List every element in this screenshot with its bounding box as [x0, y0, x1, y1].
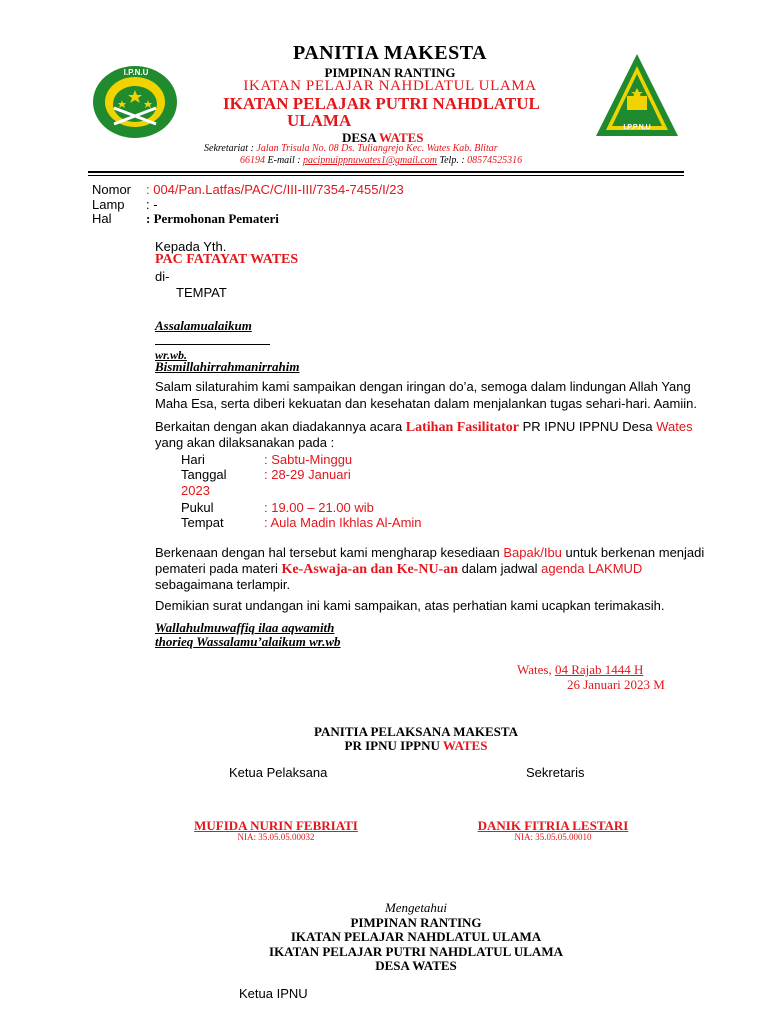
- header-divider-thin: [88, 175, 684, 176]
- header-org-ipnu: IKATAN PELAJAR NAHDLATUL ULAMA: [243, 78, 537, 94]
- paragraph-4: Demikian surat undangan ini kami sampaikan, atas perhatian kami ucapkan terimakasih.: [155, 598, 665, 613]
- schedule-tempat-value: : Aula Madin Ikhlas Al-Amin: [264, 515, 422, 530]
- ketua-pelaksana-label: Ketua Pelaksana: [229, 765, 328, 780]
- date-hijri: Wates, 04 Rajab 1444 H: [517, 662, 644, 677]
- header-contact: 66194 E-mail : pacipnuippnuwates1@gmail.com Telp. : 08574525316: [240, 155, 523, 166]
- header-subtitle: PIMPINAN RANTING: [324, 65, 456, 80]
- ketua-nia: NIA: 35.05.05.00032: [237, 832, 315, 842]
- paragraph-3-line-2: pemateri pada materi Ke-Aswaja-an dan Ke-NU-an dalam jadwal agenda LAKMUD: [155, 561, 643, 577]
- lamp-label: Lamp: [92, 197, 125, 212]
- footer-line-2: IKATAN PELAJAR NAHDLATUL ULAMA: [290, 929, 542, 944]
- hal-label: Hal: [92, 211, 112, 226]
- hal-value: : Permohonan Pemateri: [146, 211, 279, 226]
- agenda-name: agenda LAKMUD: [541, 561, 643, 576]
- ippnu-logo-text: I.P.P.N.U: [623, 124, 651, 131]
- panitia-title: PANITIA PELAKSANA MAKESTA: [314, 724, 518, 739]
- header-divider: [88, 171, 684, 173]
- closing-line-2: thorieq Wassalamu’alaikum wr.wb: [155, 634, 341, 649]
- nomor-label: Nomor: [92, 182, 132, 197]
- footer-line-3: IKATAN PELAJAR PUTRI NAHDLATUL ULAMA: [269, 944, 563, 959]
- greeting-wrwb: wr.wb.: [155, 348, 188, 362]
- header-title: PANITIA MAKESTA: [292, 42, 487, 64]
- header-desa-name: WATES: [378, 130, 424, 145]
- materi-name: Ke-Aswaja-an dan Ke-NU-an: [281, 562, 459, 577]
- sekretaris-nia: NIA: 35.05.05.00010: [514, 832, 592, 842]
- sekretaris-label: Sekretaris: [526, 765, 585, 780]
- header-org-ippnu: IKATAN PELAJAR PUTRI NAHDLATUL: [223, 94, 540, 113]
- recipient-kepada: Kepada Yth.: [155, 239, 227, 254]
- recipient-di: di-: [155, 269, 170, 284]
- paragraph-1-line-2: Maha Esa, serta diberi kekuatan dan kesehatan dalam menjalankan tugas sehari-hari. Aamiin.: [155, 396, 697, 411]
- greeting-salam: Assalamualaikum: [155, 318, 252, 333]
- footer-line-1: PIMPINAN RANTING: [350, 915, 482, 930]
- header-desa: DESA WATES: [342, 130, 424, 145]
- bapak-ibu: Bapak/Ibu: [503, 545, 562, 560]
- ipnu-logo-text: I.P.N.U: [123, 68, 149, 77]
- recipient-tempat: TEMPAT: [176, 285, 227, 300]
- paragraph-2-line-2: yang akan dilaksanakan pada :: [155, 435, 335, 450]
- schedule-tempat-label: Tempat: [181, 515, 224, 530]
- closing-line-1: Wallahulmuwaffiq ilaa aqwamith: [155, 620, 335, 635]
- mengetahui: Mengetahui: [384, 900, 448, 915]
- schedule-hari-value: : Sabtu-Minggu: [264, 452, 353, 467]
- email-link[interactable]: pacipnuippnuwates1@gmail.com: [303, 155, 437, 166]
- ketua-ipnu-label: Ketua IPNU: [239, 986, 308, 1001]
- schedule-hari-label: Hari: [181, 452, 205, 467]
- lamp-value: : -: [146, 197, 158, 212]
- sekretaris-name: DANIK FITRIA LESTARI: [477, 818, 629, 833]
- greeting-rule: [155, 344, 270, 345]
- footer-line-4: DESA WATES: [375, 958, 457, 973]
- date-gregorian: 26 Januari 2023 M: [567, 677, 665, 692]
- ketua-name: MUFIDA NURIN FEBRIATI: [194, 818, 358, 833]
- paragraph-2-line-1: Berkaitan dengan akan diadakannya acara Latihan Fasilitator PR IPNU IPPNU Desa Wates: [155, 419, 693, 435]
- schedule-tanggal-label: Tanggal: [181, 467, 227, 482]
- schedule-pukul-label: Pukul: [181, 500, 214, 515]
- paragraph-3-line-3: sebagaimana terlampir.: [155, 577, 291, 592]
- paragraph-1-line-1: Salam silaturahim kami sampaikan dengan iringan do’a, semoga dalam lindungan Allah Yang: [155, 379, 691, 394]
- schedule-tanggal-value: : 28-29 Januari: [264, 467, 351, 482]
- schedule-pukul-value: : 19.00 – 21.00 wib: [264, 500, 374, 515]
- event-name: Latihan Fasilitator: [405, 420, 519, 435]
- event-desa: Wates: [656, 419, 693, 434]
- greeting-bismillah: Bismillahirrahmanirrahim: [155, 359, 300, 374]
- recipient-name: PAC FATAYAT WATES: [155, 252, 299, 267]
- nomor-value: : 004/Pan.Latfas/PAC/C/III-III/7354-7455/I/23: [146, 182, 404, 197]
- header-org-ippnu-cont: ULAMA: [287, 111, 352, 130]
- panitia-subtitle: PR IPNU IPPNU WATES: [344, 738, 488, 753]
- paragraph-3-line-1: Berkenaan dengan hal tersebut kami mengharap kesediaan Bapak/Ibu untuk berkenan menjadi: [155, 545, 705, 560]
- header-secretariat: Sekretariat : Jalan Trisula No. 08 Ds. Tuliangrejo Kec. Wates Kab. Blitar: [204, 143, 498, 154]
- schedule-tanggal-year: 2023: [181, 483, 210, 498]
